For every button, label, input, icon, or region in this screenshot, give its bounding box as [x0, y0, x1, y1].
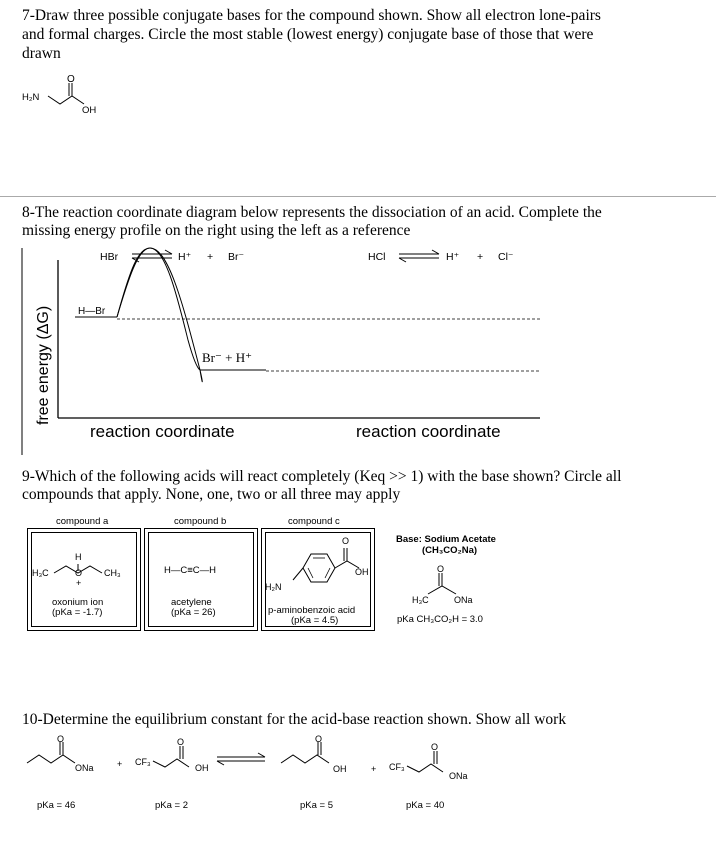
plus-2: +	[371, 764, 377, 774]
q10-line1: 10-Determine the equilibrium constant for the acid-base reaction shown. Show all work	[22, 711, 567, 728]
energy-diagram	[20, 240, 560, 455]
compound-a-name: oxonium ion	[52, 597, 104, 608]
left-eq-h: H⁺	[178, 251, 192, 263]
q7-line1: 7-Draw three possible conjugate bases for the compound shown. Show all electron lone-pairs	[22, 7, 601, 24]
q7-structure	[20, 70, 130, 120]
q9-line2: compounds that apply. None, one, two or all three may apply	[22, 486, 401, 503]
oxonium-ch3: CH₃	[104, 568, 121, 578]
q7-line3: drawn	[22, 45, 61, 62]
right-eq-h: H⁺	[446, 251, 460, 263]
compound-a-pka: (pKa = -1.7)	[52, 607, 103, 618]
base-h3c: H₃C	[412, 595, 429, 605]
oxonium-charge: +	[76, 578, 82, 588]
q7-h2n-label: H₂N	[22, 92, 40, 103]
pka-1: pKa = 46	[37, 800, 76, 811]
q8-line2: missing energy profile on the right using the left as a reference	[22, 222, 411, 239]
r2-o: O	[177, 737, 185, 747]
r1-o: O	[57, 735, 65, 744]
p1-o: O	[315, 735, 323, 744]
base-pka: pKa CH₃CO₂H = 3.0	[397, 614, 483, 625]
base-formula: (CH₃CO₂Na)	[422, 545, 478, 556]
oxonium-h: H	[75, 552, 82, 562]
reactant-label: H—Br	[78, 306, 106, 317]
base-title: Base: Sodium Acetate	[396, 534, 496, 545]
pab-o: O	[342, 536, 350, 546]
oxonium-o: O	[75, 568, 83, 578]
compound-c-header: compound c	[288, 516, 340, 527]
r1-ona: ONa	[75, 763, 94, 773]
p2-cf3: CF₃	[389, 762, 405, 772]
right-eq-base: Cl⁻	[498, 251, 514, 263]
x-axis-label-right: reaction coordinate	[356, 422, 501, 441]
left-eq-base: Br⁻	[228, 251, 245, 263]
base-o: O	[437, 564, 445, 574]
base-ona: ONa	[454, 595, 473, 605]
compound-a-structure	[30, 538, 138, 588]
compound-b-header: compound b	[174, 516, 227, 527]
pka-2: pKa = 2	[155, 800, 189, 811]
compound-c-pka: (pKa = 4.5)	[291, 615, 339, 626]
left-eq-acid: HBr	[100, 251, 119, 263]
section-divider	[0, 196, 716, 197]
oxonium-h3c: H₃C	[32, 568, 49, 578]
compound-b-pka: (pKa = 26)	[171, 607, 216, 618]
y-axis-label: free energy (ΔG)	[35, 305, 52, 425]
base-structure	[410, 562, 490, 608]
right-eq-acid: HCl	[368, 251, 386, 263]
pka-3: pKa = 5	[300, 800, 334, 811]
q8-line1: 8-The reaction coordinate diagram below represents the dissociation of an acid. Complete the	[22, 204, 602, 221]
p1-oh: OH	[333, 764, 347, 774]
compound-c-structure	[263, 530, 373, 602]
pab-h2n: H₂N	[265, 582, 282, 592]
q10-reaction	[25, 735, 485, 785]
r2-cf3: CF₃	[135, 757, 151, 767]
q7-o-label: O	[67, 74, 75, 85]
p2-ona: ONa	[449, 771, 468, 781]
q7-oh-label: OH	[82, 105, 97, 116]
compound-b-name: acetylene	[171, 597, 212, 608]
acetylene-formula: H—C≡C—H	[164, 565, 216, 576]
r2-oh: OH	[195, 763, 209, 773]
left-eq-plus: +	[207, 251, 214, 263]
p2-o: O	[431, 742, 439, 752]
compound-a-header: compound a	[56, 516, 109, 527]
plus-1: +	[117, 759, 123, 769]
right-eq-plus: +	[477, 251, 484, 263]
pab-oh: OH	[355, 567, 369, 577]
compound-c-name: p-aminobenzoic acid	[268, 605, 356, 616]
product-label: Br⁻ + H⁺	[202, 350, 252, 365]
pka-4: pKa = 40	[406, 800, 445, 811]
q9-line1: 9-Which of the following acids will react completely (Keq >> 1) with the base shown? Circle all	[22, 468, 622, 485]
q7-line2: and formal charges. Circle the most stable (lowest energy) conjugate base of those that were	[22, 26, 594, 43]
x-axis-label-left: reaction coordinate	[90, 422, 235, 441]
